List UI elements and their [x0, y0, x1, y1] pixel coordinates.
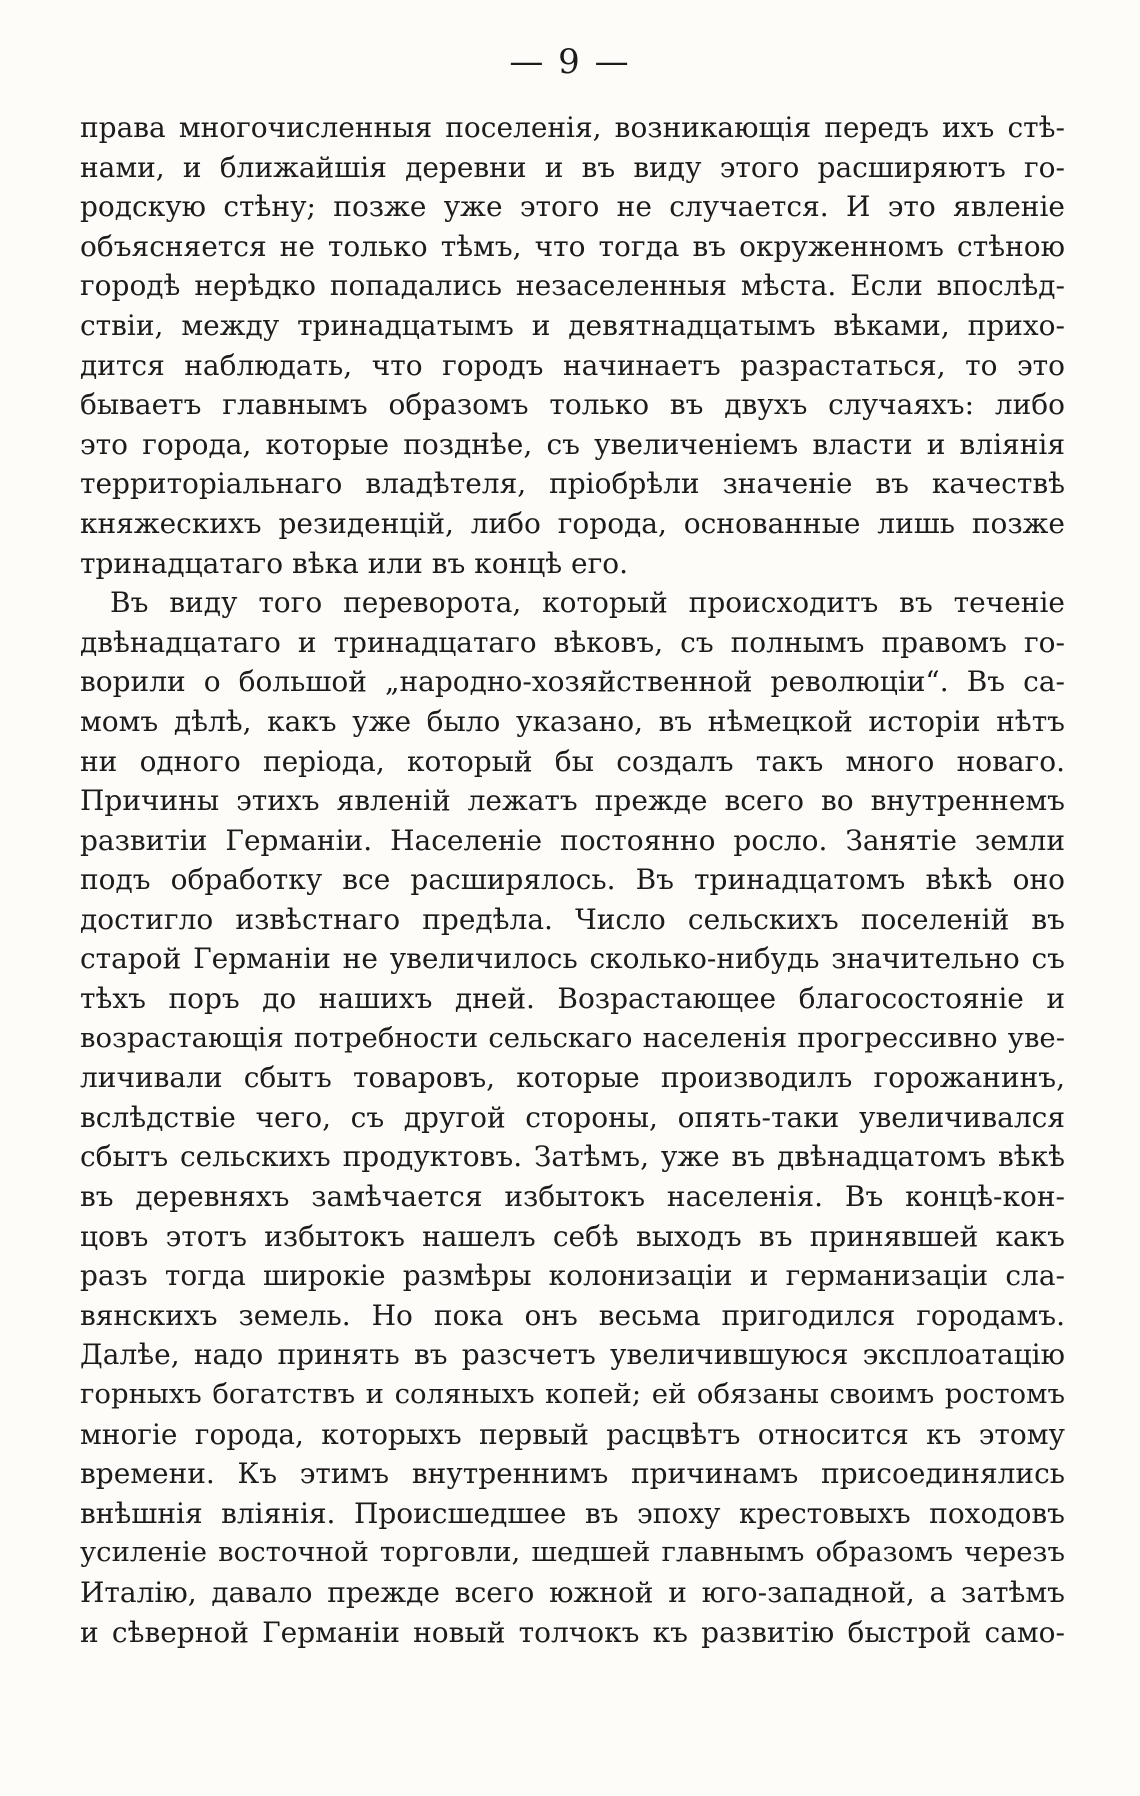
text-line: это города, которые позднѣе, съ увеличеніемъ власти и вліянія: [80, 427, 1065, 461]
text-line: возрастающія потребности сельскаго населенія прогрессивно уве-: [80, 1021, 1065, 1054]
text-line: ствіи, между тринадцатымъ и девятнадцатымъ вѣками, прихо-: [80, 308, 1065, 342]
text-line: Въ виду того переворота, который происходитъ въ теченіе: [110, 586, 1065, 620]
text-line: бываетъ главнымъ образомъ только въ двухъ случаяхъ: либо: [80, 388, 1065, 422]
text-line: въ деревняхъ замѣчается избытокъ населенія. Въ концѣ-кон-: [80, 1180, 1065, 1214]
text-line: двѣнадцатаго и тринадцатаго вѣковъ, съ полнымъ правомъ го-: [80, 625, 1065, 659]
text-line: дится наблюдать, что городъ начинаетъ разрастаться, то это: [80, 348, 1065, 382]
text-line: личивали сбытъ товаровъ, которые производилъ горожанинъ,: [80, 1061, 1065, 1095]
text-line: многіе города, которыхъ первый расцвѣтъ относится къ этому: [80, 1417, 1065, 1451]
text-line: вянскихъ земель. Но пока онъ весьма пригодился городамъ.: [80, 1298, 1065, 1332]
text-line: старой Германіи не увеличилось сколько-нибудь значительно съ: [80, 942, 1065, 976]
text-line: тѣхъ поръ до нашихъ дней. Возрастающее благосостояніе и: [80, 982, 1065, 1016]
text-line: момъ дѣлѣ, какъ уже было указано, въ нѣмецкой исторіи нѣтъ: [80, 704, 1065, 738]
body-text: [80, 108, 1065, 1652]
text-line: Причины этихъ явленій лежатъ прежде всего во внутреннемъ: [80, 784, 1065, 818]
text-line: Италію, давало прежде всего южной и юго-западной, а затѣмъ: [80, 1575, 1065, 1609]
text-line: подъ обработку все расширялось. Въ тринадцатомъ вѣкѣ оно: [80, 863, 1065, 897]
page-number: — 9 —: [509, 42, 631, 82]
text-line: достигло извѣстнаго предѣла. Число сельскихъ поселеній въ: [80, 902, 1065, 936]
text-line: внѣшнія вліянія. Происшедшее въ эпоху крестовыхъ походовъ: [80, 1496, 1065, 1530]
text-line: права многочисленныя поселенія, возникающія передъ ихъ стѣ-: [80, 111, 1065, 144]
text-line: ни одного періода, который бы создалъ такъ много новаго.: [80, 744, 1065, 778]
text-line: Далѣе, надо принять въ разсчетъ увеличившуюся эксплоатацію: [80, 1338, 1065, 1372]
text-line: территоріальнаго владѣтеля, пріобрѣли значеніе въ качествѣ: [80, 467, 1065, 501]
text-line: вслѣдствіе чего, съ другой стороны, опять-таки увеличивался: [80, 1100, 1065, 1134]
text-line: городѣ нерѣдко попадались незаселенныя мѣста. Если впослѣд-: [80, 269, 1065, 303]
text-line: и сѣверной Германіи новый толчокъ къ развитію быстрой само-: [80, 1615, 1065, 1649]
text-line: тринадцатаго вѣка или въ концѣ его.: [80, 546, 629, 580]
text-line: нами, и ближайшія деревни и въ виду этого расширяютъ го-: [80, 150, 1065, 184]
text-line: разъ тогда широкіе размѣры колонизаціи и германизаціи сла-: [80, 1259, 1065, 1293]
text-line: времени. Къ этимъ внутреннимъ причинамъ присоединялись: [80, 1457, 1065, 1491]
text-line: развитіи Германіи. Населеніе постоянно росло. Занятіе земли: [80, 823, 1065, 857]
text-line: усиленіе восточной торговли, шедшей главнымъ образомъ черезъ: [80, 1536, 1065, 1569]
text-line: объясняется не только тѣмъ, что тогда въ окруженномъ стѣною: [80, 229, 1065, 263]
text-line: горныхъ богатствъ и соляныхъ копей; ей обязаны своимъ ростомъ: [80, 1378, 1065, 1410]
text-line: княжескихъ резиденцій, либо города, основанные лишь позже: [80, 506, 1065, 540]
text-line: ворили о большой „народно-хозяйственной революціи“. Въ са-: [80, 665, 1065, 699]
text-line: родскую стѣну; позже уже этого не случается. И это явленіе: [80, 190, 1065, 224]
text-line: цовъ этотъ избытокъ нашелъ себѣ выходъ въ принявшей какъ: [80, 1219, 1065, 1253]
text-line: сбытъ сельскихъ продуктовъ. Затѣмъ, уже въ двѣнадцатомъ вѣкѣ: [80, 1140, 1065, 1174]
